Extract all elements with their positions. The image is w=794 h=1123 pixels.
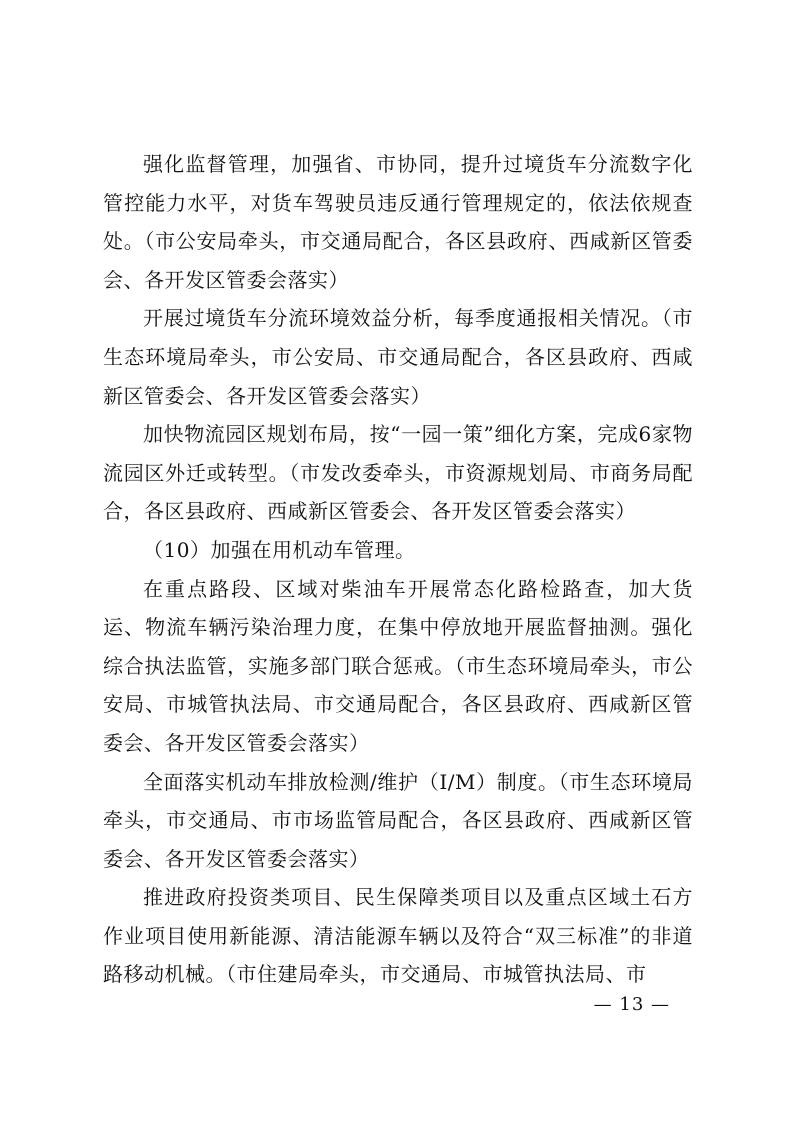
body-text: [103, 145, 693, 994]
section-heading-vehicle-management: （10）加强在用机动车管理。: [143, 537, 416, 562]
paragraph-supervision: 强化监督管理，加强省、市协同，提升过境货车分流数字化管控能力水平，对货车驾驶员违反通行管理规定的，依法依规查处。（市公安局牵头，市交通局配合，各区县政府、西咸新区管委会、各开发区管委会落实）: [103, 152, 693, 292]
page-number: — 13 —: [593, 994, 670, 1015]
paragraph-logistics-parks: 加快物流园区规划布局，按“一园一策”细化方案，完成6家物流园区外迁或转型。（市发改委牵头，市资源规划局、市商务局配合，各区县政府、西咸新区管委会、各开发区管委会落实）: [103, 422, 693, 524]
paragraph-benefit-analysis: 开展过境货车分流环境效益分析，每季度通报相关情况。（市生态环境局牵头，市公安局、市交通局配合，各区县政府、西咸新区管委会、各开发区管委会落实）: [103, 306, 693, 408]
paragraph-new-energy: 推进政府投资类项目、民生保障类项目以及重点区域土石方作业项目使用新能源、清洁能源车辆以及符合“双三标准”的非道路移动机械。（市住建局牵头，市交通局、市城管执法局、市: [103, 885, 693, 987]
paragraph-diesel-inspection: 在重点路段、区域对柴油车开展常态化路检路查，加大货运、物流车辆污染治理力度，在集中停放地开展监督抽测。强化综合执法监管，实施多部门联合惩戒。（市生态环境局牵头，市公安局、市城管执法局、市交通局配合，各区县政府、西咸新区管委会、各开发区管委会落实）: [103, 576, 693, 755]
paragraph-im-system: 全面落实机动车排放检测/维护（I/M）制度。（市生态环境局牵头，市交通局、市市场监管局配合，各区县政府、西咸新区管委会、各开发区管委会落实）: [103, 769, 693, 871]
